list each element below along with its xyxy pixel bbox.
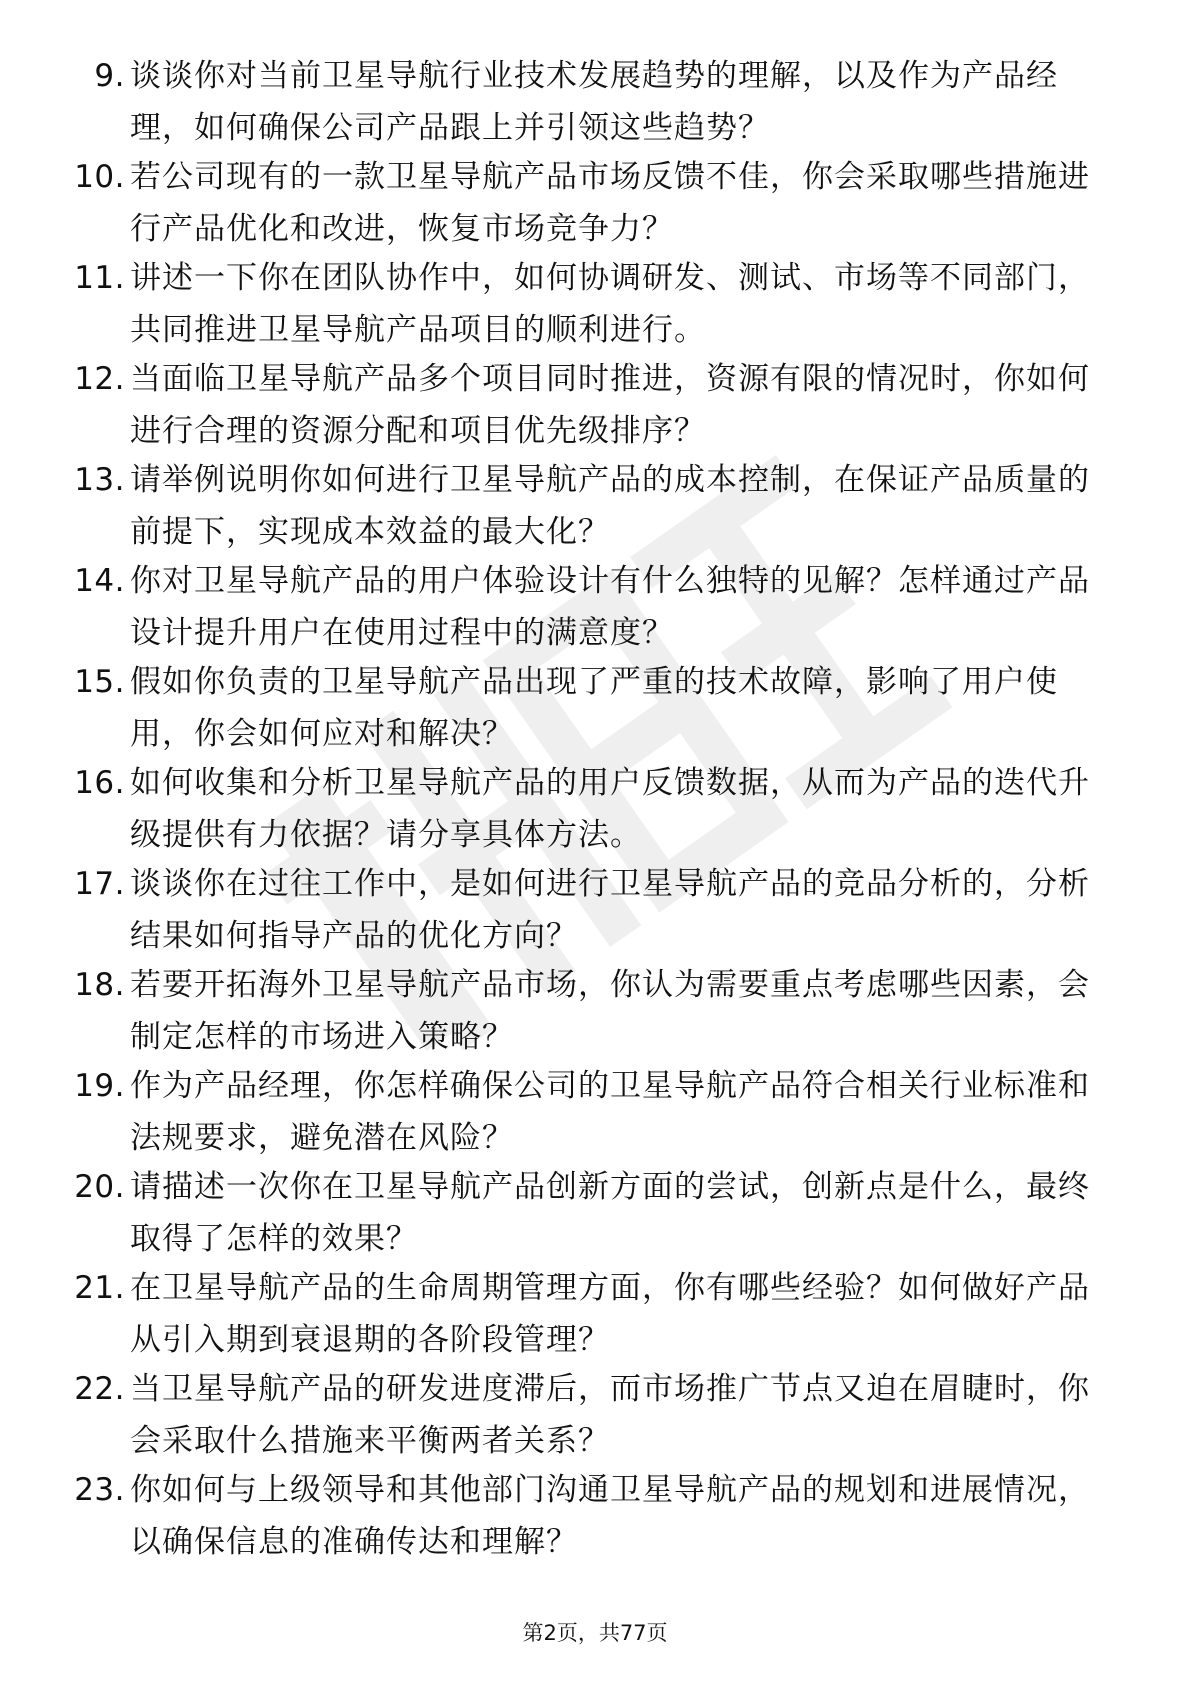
- question-text: 谈谈你对当前卫星导航行业技术发展趋势的理解，以及作为产品经理，如何确保公司产品跟上并引领这些趋势？: [130, 58, 1058, 146]
- question-item: [0, 252, 1190, 353]
- question-number: 20.: [74, 1169, 125, 1205]
- question-item: [0, 454, 1190, 555]
- question-item: [0, 959, 1190, 1060]
- question-item: [0, 555, 1190, 656]
- question-number: 18.: [74, 967, 125, 1003]
- question-text: 若要开拓海外卫星导航产品市场，你认为需要重点考虑哪些因素，会制定怎样的市场进入策略？: [130, 967, 1090, 1055]
- question-text: 你如何与上级领导和其他部门沟通卫星导航产品的规划和进展情况，以确保信息的准确传达和理解？: [130, 1472, 1090, 1560]
- question-item: [0, 1060, 1190, 1161]
- question-text: 当面临卫星导航产品多个项目同时推进，资源有限的情况时，你如何进行合理的资源分配和项目优先级排序？: [130, 361, 1090, 449]
- question-text: 请描述一次你在卫星导航产品创新方面的尝试，创新点是什么，最终取得了怎样的效果？: [130, 1169, 1090, 1257]
- question-number: 13.: [74, 462, 125, 498]
- question-text: 当卫星导航产品的研发进度滞后，而市场推广节点又迫在眉睫时，你会采取什么措施来平衡两者关系？: [130, 1371, 1090, 1459]
- question-number: 11.: [74, 260, 125, 296]
- question-item: [0, 1161, 1190, 1262]
- question-number: 23.: [74, 1472, 125, 1508]
- question-number: 17.: [74, 866, 125, 902]
- question-text: 在卫星导航产品的生命周期管理方面，你有哪些经验？如何做好产品从引入期到衰退期的各阶段管理？: [130, 1270, 1090, 1358]
- question-item: [0, 50, 1190, 151]
- question-item: [0, 757, 1190, 858]
- question-item: [0, 353, 1190, 454]
- question-text: 请举例说明你如何进行卫星导航产品的成本控制，在保证产品质量的前提下，实现成本效益的最大化？: [130, 462, 1090, 550]
- question-number: 14.: [74, 563, 125, 599]
- question-number: 19.: [74, 1068, 125, 1104]
- question-text: 若公司现有的一款卫星导航产品市场反馈不佳，你会采取哪些措施进行产品优化和改进，恢复市场竞争力？: [130, 159, 1090, 247]
- question-number: 16.: [74, 765, 125, 801]
- question-number: 21.: [74, 1270, 125, 1306]
- question-item: [0, 1464, 1190, 1565]
- page-footer: 第2页，共77页: [522, 1621, 668, 1645]
- question-text: 如何收集和分析卫星导航产品的用户反馈数据，从而为产品的迭代升级提供有力依据？请分享具体方法。: [130, 765, 1090, 853]
- question-text: 假如你负责的卫星导航产品出现了严重的技术故障，影响了用户使用，你会如何应对和解决？: [130, 664, 1058, 752]
- question-number: 10.: [74, 159, 125, 195]
- question-number: 12.: [74, 361, 125, 397]
- question-number: 15.: [74, 664, 125, 700]
- question-text: 你对卫星导航产品的用户体验设计有什么独特的见解？怎样通过产品设计提升用户在使用过程中的满意度？: [130, 563, 1090, 651]
- question-number: 9.: [94, 58, 125, 94]
- question-item: [0, 858, 1190, 959]
- question-item: [0, 656, 1190, 757]
- question-item: [0, 151, 1190, 252]
- question-text: 讲述一下你在团队协作中，如何协调研发、测试、市场等不同部门，共同推进卫星导航产品项目的顺利进行。: [130, 260, 1090, 348]
- question-number: 22.: [74, 1371, 125, 1407]
- question-list: [0, 50, 1190, 1565]
- question-item: [0, 1363, 1190, 1464]
- question-item: [0, 1262, 1190, 1363]
- question-text: 谈谈你在过往工作中，是如何进行卫星导航产品的竞品分析的，分析结果如何指导产品的优化方向？: [130, 866, 1090, 954]
- question-text: 作为产品经理，你怎样确保公司的卫星导航产品符合相关行业标准和法规要求，避免潜在风险？: [130, 1068, 1090, 1156]
